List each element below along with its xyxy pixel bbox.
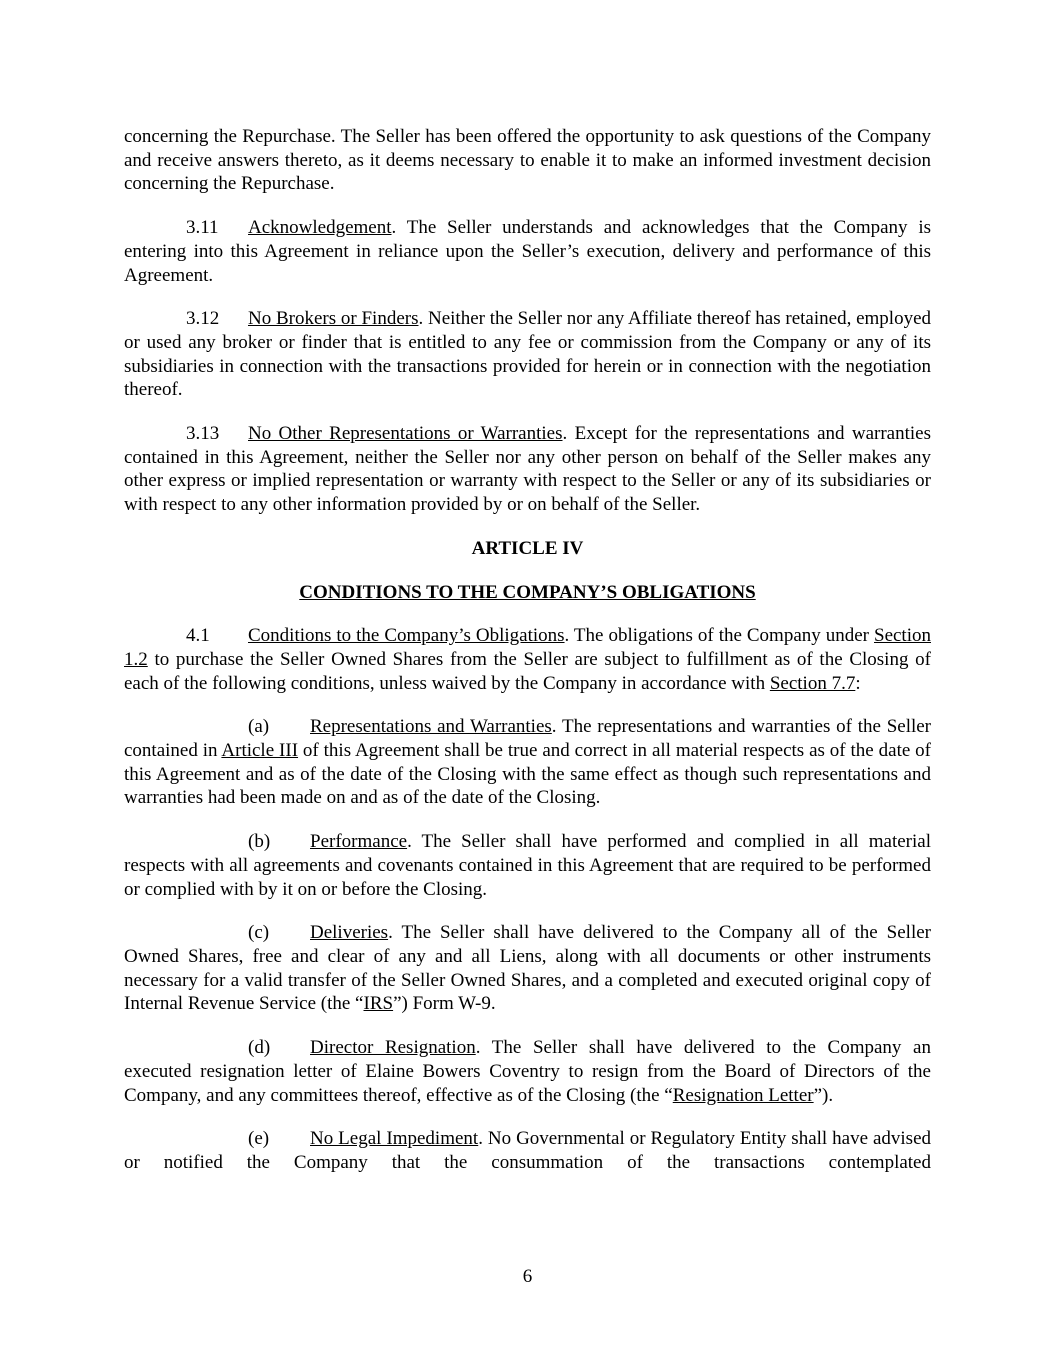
section-3-11: 3.11 Acknowledgement. The Seller understands and acknowledges that the Company is entering into this Agreement in reliance upon the Seller’s execution, delivery and performance of this Agreement.: [124, 217, 931, 286]
condition-item-b: (b) Performance. The Seller shall have performed and complied in all material respects with all agreements and covenants contained in this Agreement that are required to be performed or complied with by it on or before the Closing.: [124, 831, 931, 900]
section-title: No Other Representations or Warranties: [248, 423, 563, 445]
condition-item-a: (a) Representations and Warranties. The representations and warranties of the Seller contained in Article III of this Agreement shall be true and correct in all material respects as of the date of this Agreement and as of the date of the Closing with the same effect as though such representations and warranties had been made on and as of the date of the Closing.: [124, 716, 932, 809]
cross-reference: Section 7.7: [769, 672, 856, 694]
item-label: (e): [248, 1128, 270, 1150]
section-number: 3.13: [186, 423, 220, 445]
item-label: (d): [248, 1037, 271, 1059]
section-title: Conditions to the Company’s Obligations: [248, 625, 565, 647]
item-label: (a): [248, 716, 270, 738]
item-title: No Legal Impediment: [310, 1128, 479, 1150]
article-heading: ARTICLE IV: [471, 537, 584, 559]
item-label: (b): [248, 831, 271, 853]
defined-term: IRS: [363, 993, 394, 1015]
section-4-1: 4.1 Conditions to the Company’s Obligations. The obligations of the Company under Section 1.2 to purchase the Seller Owned Shares from the Seller are subject to fulfillment as of the Closing of each of the following conditions, unless waived by the Company in accordance with Section 7.7:: [124, 625, 931, 694]
section-3-12: 3.12 No Brokers or Finders. Neither the Seller nor any Affiliate thereof has retained, employed or used any broker or finder that is entitled to any fee or commission from the Company or any of its subsidiaries in connection with the transactions provided for herein or in connection with the negotiation thereof.: [124, 308, 932, 401]
section-title: Acknowledgement: [248, 217, 392, 239]
item-title: Representations and Warranties: [310, 716, 552, 738]
defined-term: Resignation Letter: [672, 1084, 814, 1106]
section-number: 3.12: [186, 308, 220, 330]
condition-item-c: (c) Deliveries. The Seller shall have delivered to the Company all of the Seller Owned Shares, free and clear of any and all Liens, along with all documents or other instruments necessary for a valid transfer of the Seller Owned Shares, and a completed and executed original copy of Internal Revenue Service (the “IRS”) Form W-9.: [124, 922, 931, 1015]
item-label: (c): [248, 922, 270, 944]
cross-reference: Section 1.2: [124, 625, 931, 670]
section-title: No Brokers or Finders: [248, 308, 419, 330]
item-title: Director Resignation: [310, 1037, 476, 1059]
item-title: Deliveries: [310, 922, 389, 944]
item-title: Performance: [310, 831, 408, 853]
cross-reference: Article III: [221, 740, 299, 762]
paragraph-continuation: concerning the Repurchase. The Seller has been offered the opportunity to ask questions of the Company and receive answers thereto, as it deems necessary to enable it to make an informed investment decision concerning the Repurchase.: [124, 126, 931, 195]
section-3-13: 3.13 No Other Representations or Warranties. Except for the representations and warranties contained in this Agreement, neither the Seller nor any other person on behalf of the Seller makes any other express or implied representation or warranty with respect to the Seller or any of its subsidiaries or with respect to any other information provided by or on behalf of the Seller.: [124, 423, 931, 516]
section-number: 4.1: [186, 625, 210, 647]
page-number: 6: [522, 1266, 533, 1287]
condition-item-d: (d) Director Resignation. The Seller shall have delivered to the Company an executed resignation letter of Elaine Bowers Coventry to resign from the Board of Directors of the Company, and any committees thereof, effective as of the Closing (the “Resignation Letter”).: [124, 1037, 931, 1106]
article-title: CONDITIONS TO THE COMPANY’S OBLIGATIONS: [299, 581, 756, 603]
condition-item-e: (e) No Legal Impediment. No Governmental or Regulatory Entity shall have advised or notified the Company that the consummation of the transactions contemplated: [124, 1128, 932, 1173]
document-body: [124, 125, 931, 1175]
section-number: 3.11: [186, 217, 219, 239]
